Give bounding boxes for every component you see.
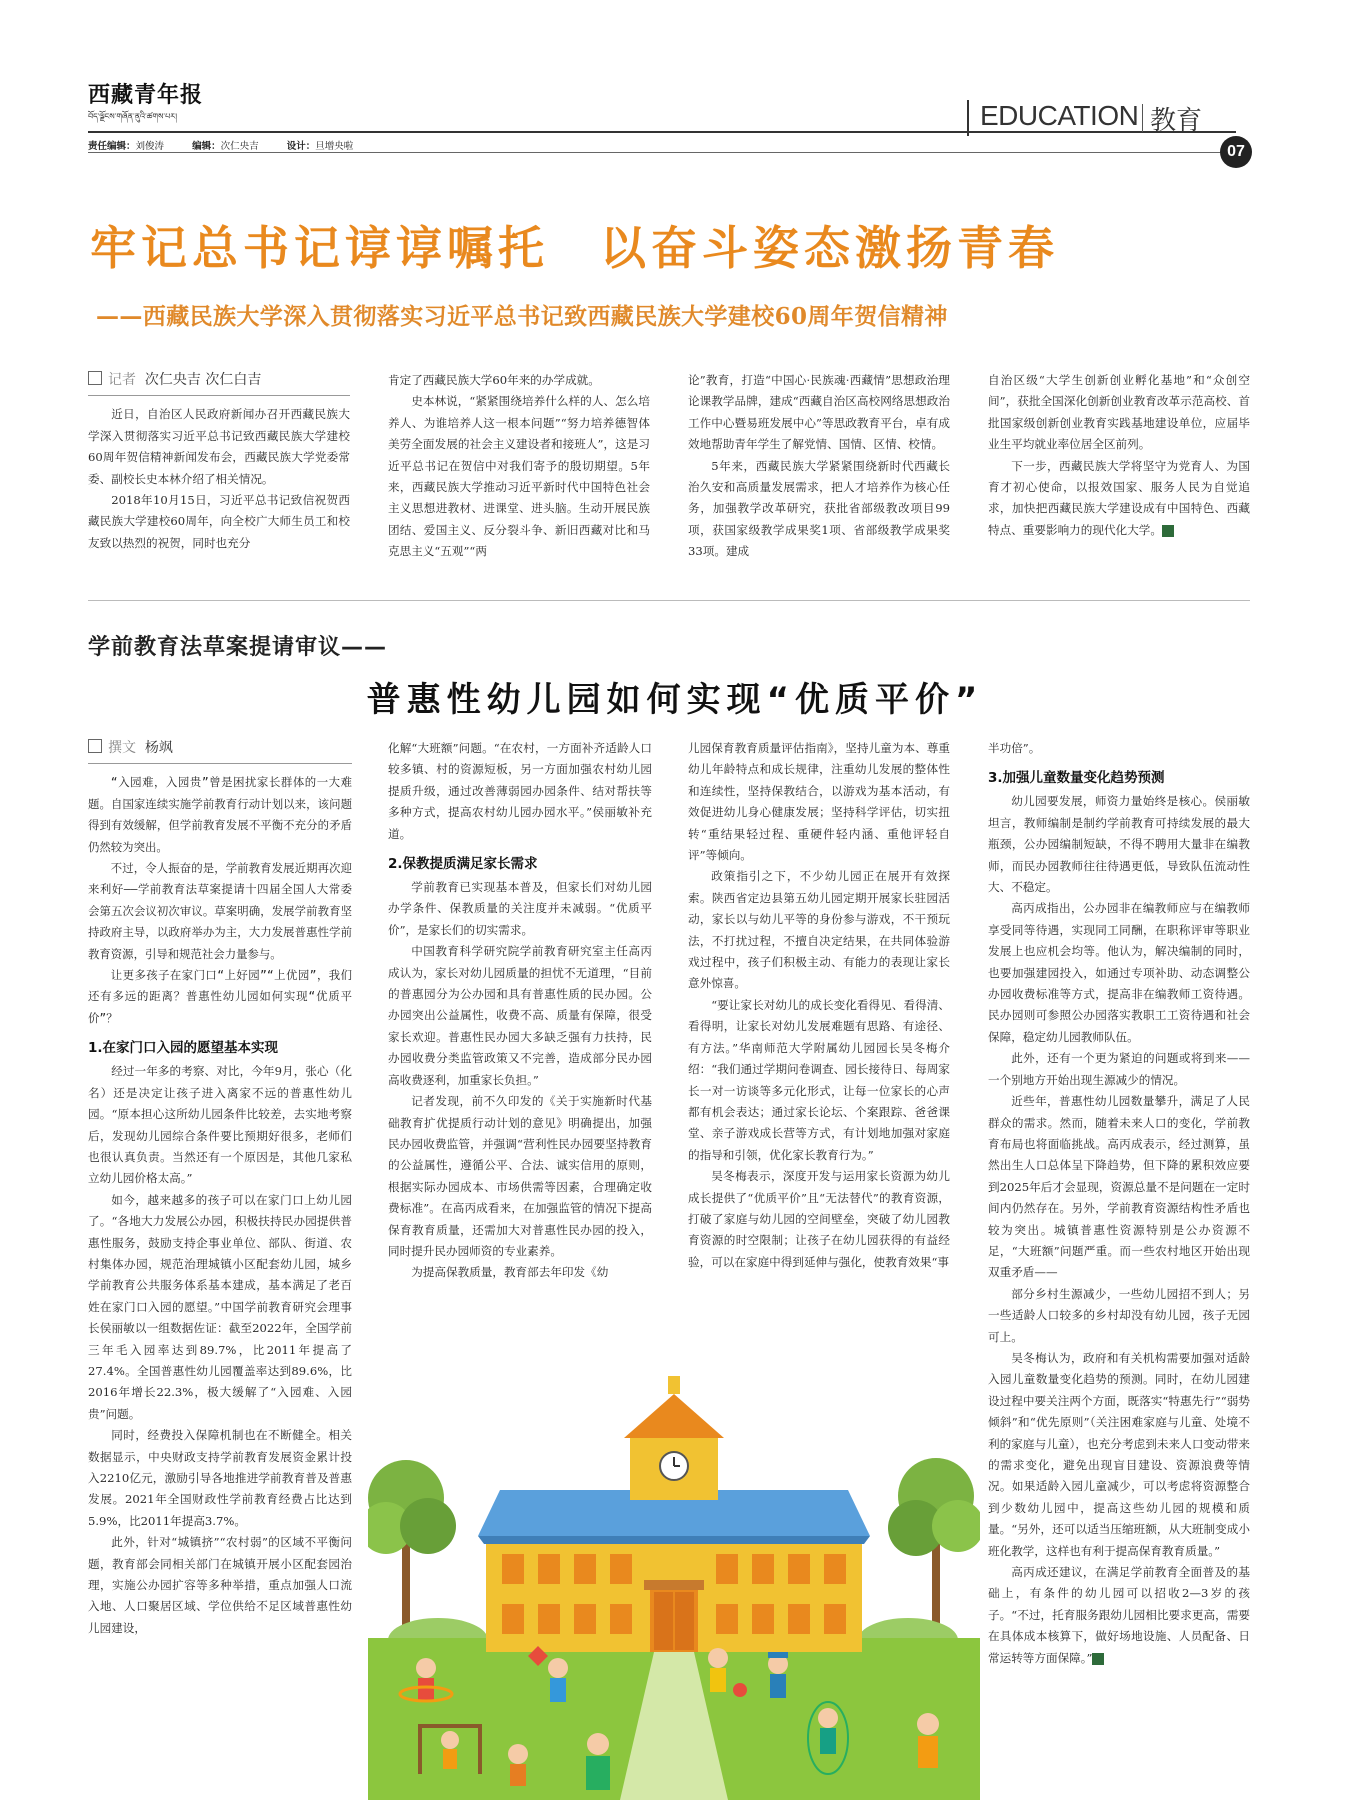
section-label-en: EDUCATION bbox=[980, 100, 1139, 131]
paper-name: 西藏青年报 bbox=[88, 82, 204, 108]
copy-editor-name: 次仁央吉 bbox=[220, 141, 259, 152]
paragraph: 中国教育科学研究院学前教育研究室主任高丙成认为，家长对幼儿园质量的担忧不无道理，“目前的普惠园分为公办园和具有普惠性质的民办园。公办园突出公益属性，收费不高、质量有保障，很受家长欢迎。普惠性民办园大多缺乏强有力扶持，民办园收费分类监管政策又不完善，造成部分民办园高收费逐利，加重家长负担。” bbox=[388, 944, 652, 1087]
kindergarten-illustration bbox=[368, 1368, 980, 1800]
paper-name-tibetan: བོད་ལྗོངས་གཞོན་ནུའི་ཚགས་པར། bbox=[88, 112, 177, 121]
credits-bar bbox=[88, 138, 353, 152]
paragraph: 化解“大班额”问题。“在农村，一方面补齐适龄人口较多镇、村的资源短板，另一方面加强农村幼儿园提质升级，通过改善薄弱园办园条件、结对帮扶等多种方式，提高农村幼儿园办园水平。”侯丽敏补充道。 bbox=[388, 741, 652, 841]
school-building bbox=[478, 1376, 870, 1652]
section-heading: 1.在家门口入园的愿望基本实现 bbox=[88, 1040, 279, 1057]
paragraph: 史本林说，“紧紧围绕培养什么样的人、怎么培养人、为谁培养人这一根本问题”“努力培养德智体美劳全面发展的社会主义建设者和接班人”，这是习近平总书记在贺信中对我们寄予的殷切期望。5年来，西藏民族大学推动习近平新时代中国特色社会主义思想进教材、进课堂、进头脑。生动开展民族团结、爱国主义、反分裂斗争、新旧西藏对比和马克思主义“五观”“两 bbox=[388, 394, 650, 559]
byline-label: 撰文 bbox=[108, 740, 136, 756]
paragraph: 2018年10月15日，习近平总书记致信祝贺西藏民族大学建校60周年，向全校广大师生员工和校友致以热烈的祝贺，同时也充分 bbox=[88, 493, 350, 550]
pen-icon bbox=[88, 739, 102, 753]
paragraph: “要让家长对幼儿的成长变化看得见、看得清、看得明，让家长对幼儿发展难题有思路、有途径、有方法。”华南师范大学附属幼儿园园长吴冬梅介绍：“我们通过学期问卷调查、园长接待日、每周家长一对一访谈等多元化形式，让每一位家长的心声都有机会表达；通过家长论坛、个案跟踪、爸爸课堂、亲子游戏成长营等方式，有计划地加强对家庭的指导和引领，优化家长教育行为。” bbox=[688, 997, 950, 1162]
article1-column-2 bbox=[388, 370, 650, 580]
lead-paragraph: 让更多孩子在家门口“上好园”“上优园”，我们还有多远的距离？普惠性幼儿园如何实现“优质平价”？ bbox=[88, 968, 352, 1025]
section-heading: 2.保教提质满足家长需求 bbox=[388, 856, 538, 873]
article-divider bbox=[88, 600, 1250, 601]
end-mark-icon: 青 bbox=[1092, 1653, 1104, 1665]
article2-column-2 bbox=[388, 738, 652, 1358]
paragraph bbox=[988, 456, 1250, 542]
article2-lead bbox=[88, 772, 352, 1029]
paragraph: 部分乡村生源减少，一些幼儿园招不到人；另一些适龄人口较多的乡村却没有幼儿园，孩子无园可上。 bbox=[988, 1286, 1250, 1344]
article2-column-4 bbox=[988, 738, 1250, 1798]
article2-byline bbox=[88, 738, 352, 764]
paragraph: 政策指引之下，不少幼儿园正在展开有效探索。陕西省定边县第五幼儿园定期开展家长驻园活动，家长以与幼儿平等的身份参与游戏，不干预玩法，不打扰过程，不擅自决定结果，在共同体验游戏过程中，孩子们积极主动、有能力的表现让家长意外惊喜。 bbox=[688, 869, 950, 991]
paragraph: 此外，还有一个更为紧迫的问题或将到来——一个别地方开始出现生源减少的情况。 bbox=[988, 1051, 1250, 1087]
paragraph: 如今，越来越多的孩子可以在家门口上幼儿园了。“各地大力发展公办园，积极扶持民办园提供普惠性服务，鼓励支持企事业单位、部队、街道、农村集体办园，规范治理城镇小区配套幼儿园，城乡学前教育公共服务体系基本建成，基本满足了老百姓在家门口入园的愿望。”中国学前教育研究会理事长侯丽敏以一组数据佐证：截至2022年，全国学前三年毛入园率达到89.7%，比2011年提高了27.4%。全国普惠性幼儿园覆盖率达到89.6%，比2016年增长22.3%，极大缓解了“入园难、入园贵”问题。 bbox=[88, 1192, 352, 1421]
section-divider-left bbox=[967, 100, 969, 136]
paragraph: 5年来，西藏民族大学紧紧围绕新时代西藏长治久安和高质量发展需求，把人才培养作为核心任务，加强教学改革研究，获批省部级教改项目99项，获国家级教学成果奖1项、省部级教学成果奖33项。建成 bbox=[688, 458, 950, 559]
designer-name: 旦增央啦 bbox=[315, 141, 354, 152]
editor-name: 刘俊涛 bbox=[135, 141, 165, 152]
paragraph: 同时，经费投入保障机制也在不断健全。相关数据显示，中央财政支持学前教育发展资金累计投入2210亿元，激励引导各地推进学前教育普及普惠发展。2021年全国财政性学前教育经费占比达到5.9%，比2011年提高3.7%。 bbox=[88, 1428, 352, 1528]
paragraph: 论”教育，打造“中国心·民族魂·西藏情”思想政治理论课教学品牌，建成“西藏自治区高校网络思想政治工作中心暨易班发展中心”等思政教育平台，卓有成效地帮助青年学生了解党情、国情、区情、校情。 bbox=[688, 373, 950, 452]
section-label-cn: 教育 bbox=[1150, 106, 1203, 136]
paragraph: 为提高保教质量，教育部去年印发《幼 bbox=[411, 1265, 609, 1280]
section-divider-mid bbox=[1142, 104, 1143, 132]
article2-column-3 bbox=[688, 738, 950, 1358]
paragraph: 自治区级“大学生创新创业孵化基地”和“众创空间”，获批全国深化创新创业教育改革示范高校、首批国家级创新创业教育实践基地建设单位，应届毕业生平均就业率位居全区前列。 bbox=[988, 373, 1250, 452]
article1-column-3 bbox=[688, 370, 950, 580]
header-rule-thin bbox=[88, 152, 1236, 153]
child-hiding bbox=[586, 1733, 610, 1790]
page-number: 07 bbox=[1227, 143, 1245, 160]
end-mark-icon: 青 bbox=[1162, 525, 1174, 537]
paragraph: 幼儿园要发展，师资力量始终是核心。侯丽敏坦言，教师编制是制约学前教育可持续发展的最大瓶颈，公办园编制短缺，不得不聘用大量非在编教师，而民办园教师往往待遇更低，导致队伍流动性大、不稳定。 bbox=[988, 794, 1250, 895]
paragraph: 近日，自治区人民政府新闻办召开西藏民族大学深入贯彻落实习近平总书记致西藏民族大学建校60周年贺信精神新闻发布会，西藏民族大学党委常委、副校长史本林介绍了相关情况。 bbox=[88, 407, 350, 486]
article2-kicker: 学前教育法草案提请审议—— bbox=[88, 635, 388, 660]
section-heading: 3.加强儿童数量变化趋势预测 bbox=[988, 770, 1165, 787]
paragraph: 学前教育已实现基本普及，但家长们对幼儿园办学条件、保教质量的关注度并未减弱。“优质平价”，是家长们的切实需求。 bbox=[388, 880, 652, 937]
paragraph: 肯定了西藏民族大学60年来的办学成就。 bbox=[388, 373, 600, 387]
article1-headline: 牢记总书记谆谆嘱托 以奋斗姿态激扬青春 bbox=[90, 221, 1059, 275]
paragraph: 吴冬梅表示，深度开发与运用家长资源为幼儿成长提供了“优质平价”且“无法替代”的教育资源，打破了家庭与幼儿园的空间壁垒，突破了幼儿园教育资源的时空限制；让孩子在幼儿园获得的有益经验，可以在家庭中得到延伸与强化，使教育效果“事 bbox=[688, 1169, 950, 1269]
lead-paragraph: 不过，令人振奋的是，学前教育发展近期再次迎来利好——学前教育法草案提请十四届全国人大常委会第五次会议初次审议。草案明确，发展学前教育坚持政府主导，以政府举办为主，大力发展普惠性学前教育资源，引导和规范社会力量参与。 bbox=[88, 861, 352, 961]
article1-column-1 bbox=[88, 370, 350, 580]
editor-label: 责任编辑： bbox=[88, 141, 136, 152]
paragraph: 儿园保育教育质量评估指南》，坚持儿童为本、尊重幼儿年龄特点和成长规律，注重幼儿发展的整体性和连续性，坚持保教结合，以游戏为基本活动，有效促进幼儿身心健康发展；坚持科学评估，切实扭转“重结果轻过程、重硬件轻内涵、重他评轻自评”等倾向。 bbox=[688, 741, 950, 863]
byline-author: 次仁央吉 次仁白吉 bbox=[144, 372, 262, 388]
article1-byline bbox=[88, 370, 350, 396]
paragraph: 半功倍”。 bbox=[988, 741, 1041, 755]
article2-headline: 普惠性幼儿园如何实现“优质平价” bbox=[366, 680, 984, 720]
byline-label: 记者 bbox=[108, 372, 136, 388]
article1-column-4 bbox=[988, 370, 1250, 580]
paragraph-text: 下一步，西藏民族大学将坚守为党育人、为国育才初心使命，以报效国家、服务人民为自觉追求，加快把西藏民族大学建设成有中国特色、西藏特点、重要影响力的现代化大学。 bbox=[988, 458, 1250, 537]
paragraph: 吴冬梅认为，政府和有关机构需要加强对适龄入园儿童数量变化趋势的预测。同时，在幼儿园建设过程中要关注两个方面，既落实“特惠先行”“弱势倾斜”和“优先原则”（关注困难家庭与儿童、处境不利的家庭与儿童），也充分考虑到未来人口变动带来的需求变化，避免出现盲目建设、资源浪费等情况。如果适龄入园儿童减少，可以考虑将资源整合到少数幼儿园中，提高这些幼儿园的规模和质量。“另外，还可以适当压缩班额，从大班制变成小班化教学，这样也有利于提高保育教育质量。” bbox=[988, 1350, 1250, 1558]
page-number-badge bbox=[1220, 136, 1252, 168]
paragraph: 此外，针对“城镇挤”“农村弱”的区域不平衡问题，教育部会同相关部门在城镇开展小区配套园治理，实施公办园扩容等多种举措，重点加强人口流入地、人口聚居区域、学位供给不足区域普惠性幼儿园建设， bbox=[88, 1535, 352, 1635]
article2-column-1 bbox=[88, 738, 352, 1798]
byline-author: 杨飒 bbox=[144, 740, 173, 756]
paragraph: 高丙成指出，公办园非在编教师应与在编教师享受同等待遇，实现同工同酬，在职称评审等职业发展上也应机会均等。他认为，解决编制的同时，也要加强建园投入，如通过专项补助、动态调整公办园收费标准等方式，提高非在编教师工资待遇。民办园则可参照公办园落实教职工工资待遇和社会保障，稳定幼儿园教师队伍。 bbox=[988, 901, 1250, 1044]
child-sitting bbox=[508, 1744, 528, 1786]
designer-label: 设计： bbox=[286, 141, 316, 152]
copy-editor-label: 编辑： bbox=[192, 141, 221, 152]
paragraph: 经过一年多的考察、对比，今年9月，张心（化名）还是决定让孩子进入离家不远的普惠性幼儿园。“原本担心这所幼儿园条件比较差，去实地考察后，发现幼儿园综合条件要比预期好很多，老师们也很认真负责。当然还有一个原因是，其他几家私立幼儿园价格太高。” bbox=[88, 1064, 352, 1186]
paragraph: 记者发现，前不久印发的《关于实施新时代基础教育扩优提质行动计划的意见》明确提出，加强民办园收费监管，并强调“营利性民办园要坚持教育的公益属性，遵循公平、合法、诚实信用的原则，根据实际办园成本、市场供需等因素，合理确定收费标准”。在高丙成看来，在加强监管的情况下提高保育教育质量，还需加大对普惠性民办园的投入，同时提升民办园师资的专业素养。 bbox=[388, 1094, 652, 1258]
paragraph-text: 高丙成还建议，在满足学前教育全面普及的基础上，有条件的幼儿园可以招收2—3岁的孩子。“不过，托育服务跟幼儿园相比要求更高，需要在具体成本核算下，做好场地设施、人员配备、日常运转等方面保障。” bbox=[988, 1565, 1250, 1665]
child-running bbox=[917, 1713, 939, 1768]
paragraph: 近些年，普惠性幼儿园数量攀升，满足了人民群众的需求。然而，随着未来人口的变化，学前教育布局也将面临挑战。高丙成表示，经过测算，虽然出生人口总体呈下降趋势，但下降的累积效应要到2025年后才会显现，资源总量不是问题在一定时间内仍然存在。另外，学前教育资源结构性矛盾也较为突出。城镇普惠性资源特别是公办资源不足，“大班额”问题严重。而一些农村地区开始出现双重矛盾—— bbox=[988, 1094, 1250, 1280]
article1-subheadline: ——西藏民族大学深入贯彻落实习近平总书记致西藏民族大学建校60周年贺信精神 bbox=[96, 303, 948, 330]
lead-paragraph: “入园难，入园贵”曾是困扰家长群体的一大难题。自国家连续实施学前教育行动计划以来，该问题得到有效缓解，但学前教育发展不平衡不充分的矛盾仍然较为突出。 bbox=[88, 775, 352, 854]
child-blue-cap bbox=[768, 1652, 788, 1698]
paper-logo bbox=[88, 78, 203, 130]
paragraph bbox=[988, 1562, 1250, 1669]
pen-icon bbox=[88, 371, 102, 385]
